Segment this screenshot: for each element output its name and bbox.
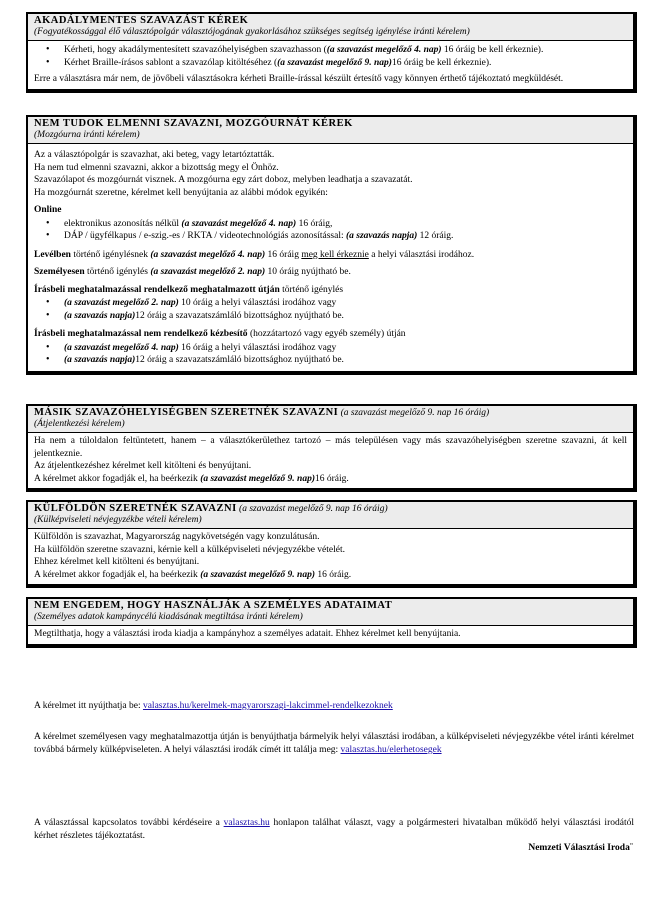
section-text: Ha nem a túloldalon feltüntetett, hanem – a választókerülethez tartozó – más településen vagy más szavazóhelyiségben szeretne szavazni, át kell jelentkeznie. [34, 436, 627, 459]
intro-line: Szavazólapot és mozgóurnát visznek. A mozgóurna egy zárt doboz, melyben leadhatja a szavazatát. [34, 175, 413, 185]
section-body [28, 626, 633, 644]
section-title: KÜLFÖLDÖN SZERETNÉK SZAVAZNI (a szavazást megelőző 9. nap 16 óráig) [34, 503, 388, 514]
online-label: Online [34, 205, 62, 215]
personal-line: Személyesen történő igénylés (a szavazást megelőző 2. nap) 10 óráig nyújtható be. [34, 267, 351, 277]
list-item: • elektronikus azonosítás nélkül (a szavazást megelőző 4. nap) 16 óráig, [64, 218, 627, 231]
section-header [28, 502, 633, 529]
website-link[interactable]: valasztas.hu [223, 818, 270, 828]
list-item: • DÁP / ügyfélkapus / e-szig.-es / RKTA / videotechnológiás azonosítással: (a szavazás napja) 12 óráig. [64, 230, 627, 243]
section-subtitle: (Fogyatékossággal élő választópolgár választójogának gyakorlásához szükséges segítség igénylése iránti kérelem) [34, 27, 470, 37]
section-header [28, 599, 633, 626]
list-item: • Kérhet Braille-írásos sablont a szavazólap kitöltéséhez ((a szavazást megelőző 9. nap)16 óráig be kell érkeznie). [64, 57, 627, 70]
section-title: MÁSIK SZAVAZÓHELYISÉGBEN SZERETNÉK SZAVAZNI (a szavazást megelőző 9. nap 16 óráig) [34, 407, 490, 418]
section-body [28, 41, 633, 89]
intro-line: Az a választópolgár is szavazhat, aki beteg, vagy letartóztatták. [34, 150, 275, 160]
section-text: A kérelmet akkor fogadják el, ha beérkezik (a szavazást megelőző 9. nap) 16 óráig. [34, 569, 352, 580]
courier-heading: Írásbeli meghatalmazással nem rendelkező kézbesítő (hozzátartozó vagy egyéb személy) útján [34, 329, 406, 339]
section-header [28, 117, 633, 144]
section-body [28, 433, 633, 488]
section-subtitle: (Mozgóurna iránti kérelem) [34, 130, 140, 140]
personal-data-section [26, 597, 637, 648]
submit-paragraph: A kérelmet itt nyújthatja be: valasztas.hu/kerelmek-magyarorszagi-lakcimmel-rendelkezoknek [34, 701, 393, 711]
submit-link[interactable]: valasztas.hu/kerelmek-magyarorszagi-lakcimmel-rendelkezoknek [142, 701, 393, 711]
list-item: • (a szavazás napja)12 óráig a szavazatszámláló bizottsághoz nyújtható be. [64, 310, 627, 323]
list-item: • (a szavazás napja)12 óráig a szavazatszámláló bizottsághoz nyújtható be. [64, 354, 627, 367]
list-item: • Kérheti, hogy akadálymentesített szavazóhelyiségben szavazhasson ((a szavazást megelőző 4. nap) 16 óráig be kell érkeznie). [64, 44, 627, 57]
section-title: AKADÁLYMENTES SZAVAZÁST KÉREK [34, 15, 249, 26]
vote-abroad-section [26, 500, 637, 588]
section-text: Erre a választásra már nem, de jövőbeli választásokra kérheti Braille-írással készült értesítő vagy könnyen érthető tájékoztató megküldését. [34, 74, 564, 84]
section-subtitle: (Személyes adatok kampánycélú kiadásának megtiltása iránti kérelem) [34, 612, 303, 622]
intro-line: Ha mozgóurnát szeretne, kérelmet kell benyújtania az alábbi módok egyikén: [34, 187, 328, 198]
contacts-link[interactable]: valasztas.hu/elerhetosegek [340, 745, 442, 755]
letter-line: Levélben történő igénylésnek (a szavazást megelőző 4. nap) 16 óráig meg kell érkeznie a helyi választási irodához. [34, 249, 475, 260]
info-paragraph: A választással kapcsolatos további kérdéseire a valasztas.hu honlapon találhat választ, vagy a polgármesteri hivatalban működő helyi választási irodától kérhet részletes tájékoztatást. [34, 818, 634, 841]
section-body [28, 529, 633, 584]
accessible-voting-section [26, 12, 637, 93]
section-text: Ehhez kérelmet kell kitölteni és benyújtani. [34, 557, 200, 567]
section-body [28, 144, 633, 371]
section-text: Megtilthatja, hogy a választási iroda kiadja a kampányhoz a személyes adatait. Ehhez kérelmet kell benyújtania. [34, 629, 461, 639]
section-text: Külföldön is szavazhat, Magyarország nagykövetségén vagy konzulátusán. [34, 532, 320, 542]
proxy-heading: Írásbeli meghatalmazással rendelkező meghatalmazott útján történő igénylés [34, 284, 344, 295]
other-polling-station-section [26, 404, 637, 492]
section-subtitle: (Átjelentkezési kérelem) [34, 419, 125, 429]
section-header [28, 406, 633, 433]
section-header [28, 14, 633, 41]
section-title: NEM TUDOK ELMENNI SZAVAZNI, MOZGÓURNÁT KÉREK [34, 118, 353, 129]
mobile-ballot-box-section [26, 115, 637, 375]
list-item: • (a szavazást megelőző 4. nap) 16 óráig a helyi választási irodához vagy [64, 342, 627, 355]
section-title: NEM ENGEDEM, HOGY HASZNÁLJÁK A SZEMÉLYES ADATAIMAT [34, 600, 393, 611]
signature: Nemzeti Választási Iroda¨ [528, 843, 633, 853]
intro-line: Ha nem tud elmenni szavazni, akkor a bizottság megy el Önhöz. [34, 162, 279, 173]
proxy-paragraph: A kérelmet személyesen vagy meghatalmazottja útján is benyújthatja bármelyik helyi választási irodában, a külképviseleti névjegyzékbe vétel iránti kérelmet továbbá bármely külképviseleten. A helyi választási irodák címét itt találja meg: valasztas.hu/elerhetosegek [34, 732, 634, 755]
section-text: Ha külföldön szeretne szavazni, kérnie kell a külképviseleti névjegyzékbe vételét. [34, 544, 345, 555]
section-subtitle: (Külképviseleti névjegyzékbe vételi kérelem) [34, 515, 202, 525]
section-text: A kérelmet akkor fogadják el, ha beérkezik (a szavazást megelőző 9. nap)16 óráig. [34, 473, 349, 484]
section-text: Az átjelentkezéshez kérelmet kell kitölteni és benyújtani. [34, 461, 252, 471]
list-item: • (a szavazást megelőző 2. nap) 10 óráig a helyi választási irodához vagy [64, 297, 627, 310]
